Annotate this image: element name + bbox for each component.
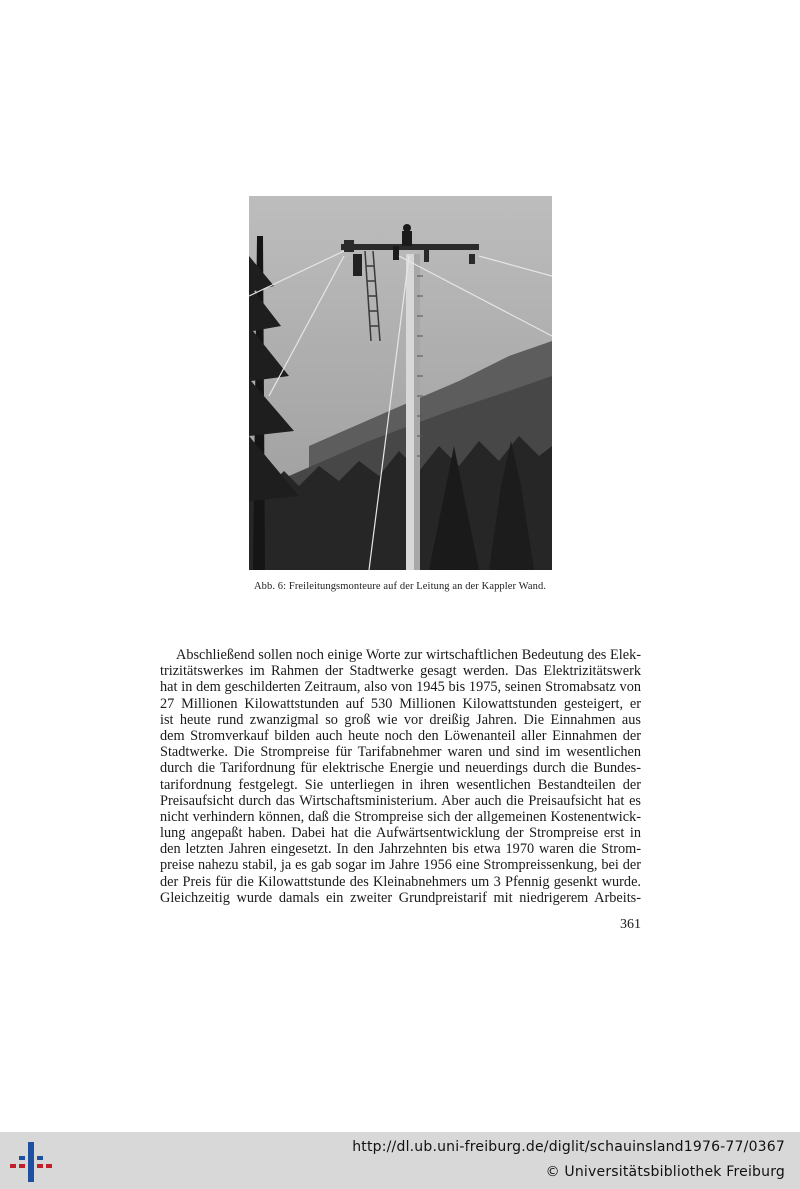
- text-line: tarifordnung festgelegt. Sie unterliegen in ihren wesentlichen Bestandteilen der: [160, 776, 641, 793]
- text-line: ist heute rund zwanzigmal so groß wie vor dreißig Jahren. Die Einnahmen aus: [160, 711, 641, 728]
- text-line: 27 Millionen Kilowattstunden auf 530 Millionen Kilowattstunden gesteigert, er: [160, 695, 641, 712]
- text-line: lung angepaßt haben. Dabei hat die Aufwärtsentwicklung der Strompreise erst in: [160, 825, 641, 842]
- text-line: den letzten Jahren eingesetzt. In den Jahrzehnten bis etwa 1970 waren die Strom-: [160, 841, 641, 858]
- body-paragraph: [160, 647, 641, 906]
- text-line: preise nahezu stabil, ja es gab sogar im Jahre 1956 eine Strompreissenkung, bei der: [160, 857, 641, 874]
- text-line: Abschließend sollen noch einige Worte zur wirtschaftlichen Bedeutung des Elek-: [176, 647, 641, 663]
- text-line: der Preis für die Kilowattstunde des Kleinabnehmers um 3 Pfennig gesenkt wurde.: [160, 873, 641, 890]
- text-line: dem Stromverkauf bilden auch heute noch den Löwenanteil aller Einnahmen der: [160, 727, 641, 744]
- footer-bar: [0, 1132, 800, 1189]
- library-logo-icon: [10, 1142, 52, 1182]
- photograph-linemen-on-pylon: [249, 196, 552, 570]
- text-line: Gleichzeitig wurde damals ein zweiter Grundpreistarif mit niedrigerem Arbeits-: [160, 889, 641, 906]
- text-line: hat in dem geschilderten Zeitraum, also von 1945 bis 1975, seinen Stromabsatz von: [160, 679, 641, 696]
- photo-illustration: [249, 196, 552, 570]
- text-line: Stadtwerke. Die Strompreise für Tarifabnehmer waren und sind im wesentlichen: [160, 744, 641, 761]
- text-line: durch die Tarifordnung für elektrische Energie und neuerdings durch die Bundes-: [160, 760, 641, 777]
- text-line: trizitätswerkes im Rahmen der Stadtwerke gesagt werden. Das Elektrizitätswerk: [160, 663, 641, 680]
- source-url-link[interactable]: http://dl.ub.uni-freiburg.de/diglit/schauinsland1976-77/0367: [352, 1139, 785, 1155]
- text-line: nicht verhindern können, daß die Strompreise sich der allgemeinen Kostenentwick-: [160, 808, 641, 825]
- page-number: 361: [620, 917, 641, 932]
- text-line: Preisaufsicht durch das Wirtschaftsministerium. Aber auch die Preisaufsicht hat es: [160, 792, 641, 809]
- copyright-notice: © Universitätsbibliothek Freiburg: [545, 1164, 785, 1180]
- figure-caption: Abb. 6: Freileitungsmonteure auf der Leitung an der Kappler Wand.: [253, 581, 547, 592]
